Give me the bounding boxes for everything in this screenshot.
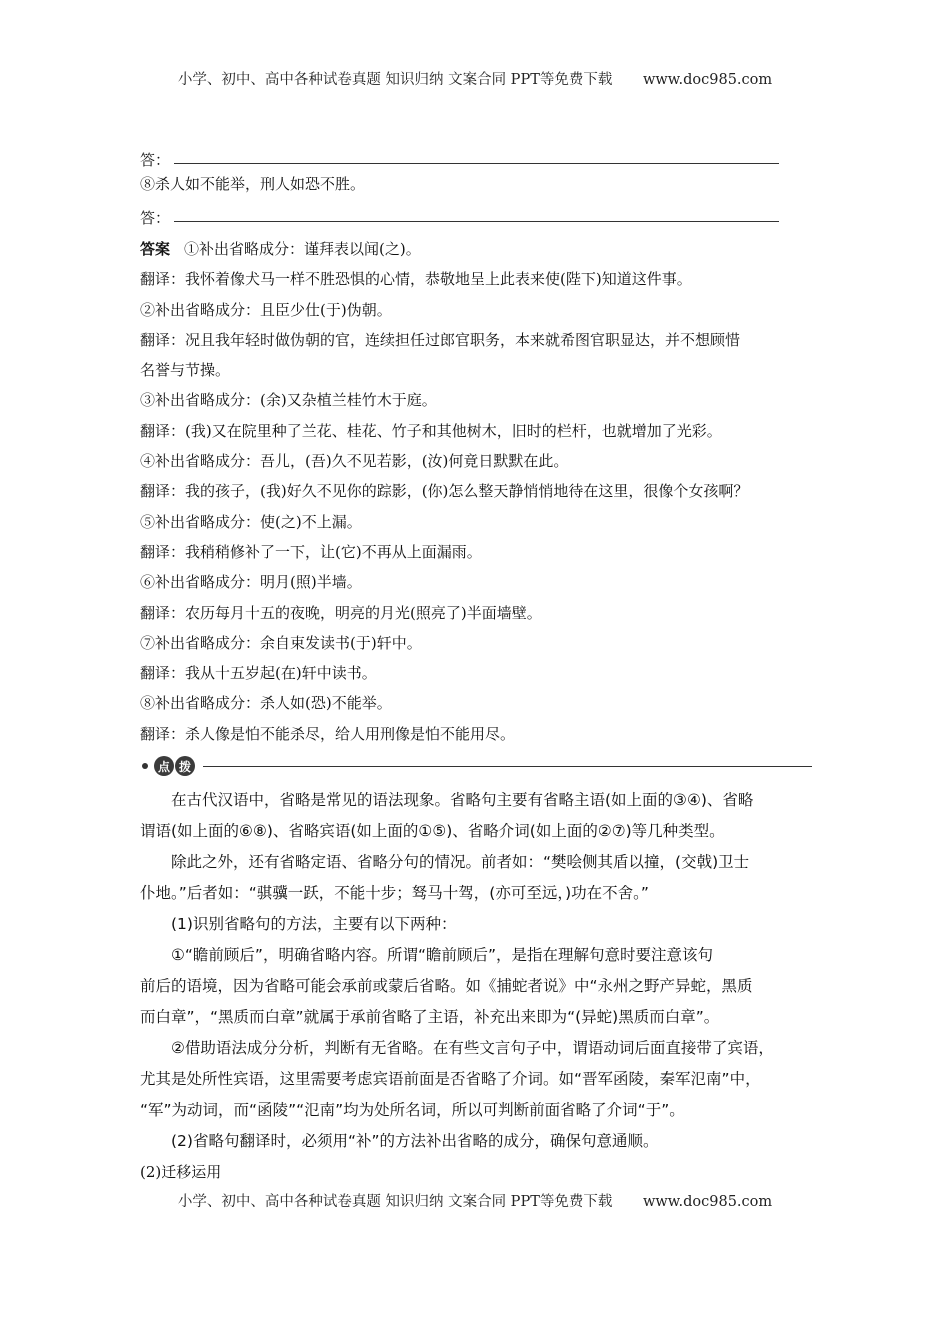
answer-prompt: 答： [140,151,171,169]
answer-line: ⑧补出省略成分：杀人如(恐)不能举。 [140,694,392,713]
tip-paragraph: 前后的语境，因为省略可能会承前或蒙后省略。如《捕蛇者说》中“永州之野产异蛇，黑质 [140,977,753,996]
answer-line: 翻译：我稍稍修补了一下，让(它)不再从上面漏雨。 [140,542,482,561]
tip-paragraph: 除此之外，还有省略定语、省略分句的情况。前者如：“樊哙侧其盾以撞，(交戟)卫士 [171,853,750,872]
answer-section [140,234,812,749]
answer-rule[interactable] [174,163,779,164]
tip-paragraph: 仆地。”后者如：“骐骥一跃，不能十步；驽马十驾，(亦可至远，)功在不舍。” [140,884,649,903]
answer-line: 翻译：杀人像是怕不能杀尽，给人用刑像是怕不能用尽。 [140,724,516,743]
question-8: ⑧杀人如不能举，刑人如恐不胜。 [140,175,366,193]
tip-paragraph: (1)识别省略句的方法，主要有以下两种： [171,915,457,934]
answer-line: 翻译：我的孩子，(我)好久不见你的踪影，(你)怎么整天静悄悄地待在这里，很像个女孩啊？ [140,482,749,501]
page-footer [0,1190,950,1211]
footer-text: 小学、初中、高中各种试卷真题 知识归纳 文案合同 PPT等免费下载 [177,1194,613,1210]
answer-prompt: 答： [140,209,171,227]
answer-label: 答案 [140,240,171,258]
tip-paragraph: 谓语(如上面的⑥⑧)、省略宾语(如上面的①⑤)、省略介词(如上面的②⑦)等几种类型。 [140,822,725,841]
answer-line: ⑤补出省略成分：使(之)不上漏。 [140,512,362,531]
header-text: 小学、初中、高中各种试卷真题 知识归纳 文案合同 PPT等免费下载 [177,72,613,88]
tip-paragraph: 在古代汉语中，省略是常见的语法现象。省略句主要有省略主语(如上面的③④)、省略 [171,791,754,810]
tip-paragraph: (2)省略句翻译时，必须用“补”的方法补出省略的成分，确保句意通顺。 [171,1132,659,1151]
tip-paragraph: ②借助语法成分分析，判断有无省略。在有些文言句子中，谓语动词后面直接带了宾语， [171,1039,774,1058]
header-url[interactable]: www.doc985.com [642,72,773,88]
answer-line: ⑦补出省略成分：余自束发读书(于)轩中。 [140,633,422,652]
answer-line: 翻译：况且我年轻时做伪朝的官，连续担任过郎官职务，本来就希图官职显达，并不想顾惜 [140,330,741,349]
section-divider [203,766,812,767]
tip-paragraph: “军”为动词，而“函陵”“氾南”均为处所名词，所以可判断前面省略了介词“于”。 [140,1101,685,1120]
answer-line: 翻译：我从十五岁起(在)轩中读书。 [140,664,377,683]
answer-line: ③补出省略成分：(余)又杂植兰桂竹木于庭。 [140,391,437,410]
footer-url[interactable]: www.doc985.com [642,1194,773,1210]
tip-paragraph: 尤其是处所性宾语，这里需要考虑宾语前面是否省略了介词。如“晋军函陵，秦军氾南”中， [140,1070,761,1089]
main-content [140,140,812,1188]
section-heading-transfer: (2)迁移运用 [140,1163,222,1182]
answer-line: ②补出省略成分：且臣少仕(于)伪朝。 [140,300,392,319]
answer-line: 翻译：我怀着像犬马一样不胜恐惧的心情，恭敬地呈上此表来使(陛下)知道这件事。 [140,270,692,289]
answer-rule[interactable] [174,221,779,222]
page-header [0,68,950,89]
question-8-row [140,170,812,198]
answer-line: ④补出省略成分：吾儿，(吾)久不见若影，(汝)何竟日默默在此。 [140,452,569,471]
answer-line: ⑥补出省略成分：明月(照)半墙。 [140,573,362,592]
answer-blank-1 [140,140,812,170]
tip-content [140,785,812,1157]
answer-line: 名誉与节操。 [140,361,231,380]
answer-line: 翻译：(我)又在院里种了兰花、桂花、竹子和其他树木，旧时的栏杆，也就增加了光彩。 [140,421,722,440]
tip-paragraph: 而白章”，“黑质而白章”就属于承前省略了主语，补充出来即为“(异蛇)黑质而白章”。 [140,1008,720,1027]
tip-badge-bo: 拨 [175,756,195,776]
tip-badge-dian: 点 [154,756,174,776]
answer-line: 翻译：农历每月十五的夜晚，明亮的月光(照亮了)半面墙壁。 [140,603,542,622]
tip-section-header [140,751,812,781]
answer-line-0: 答案 ①补出省略成分：谨拜表以闻(之)。 [140,240,421,258]
bullet-dot-icon [142,763,148,769]
answer-blank-2 [140,198,812,228]
tip-paragraph: ①“瞻前顾后”，明确省略内容。所谓“瞻前顾后”，是指在理解句意时要注意该句 [171,946,714,965]
